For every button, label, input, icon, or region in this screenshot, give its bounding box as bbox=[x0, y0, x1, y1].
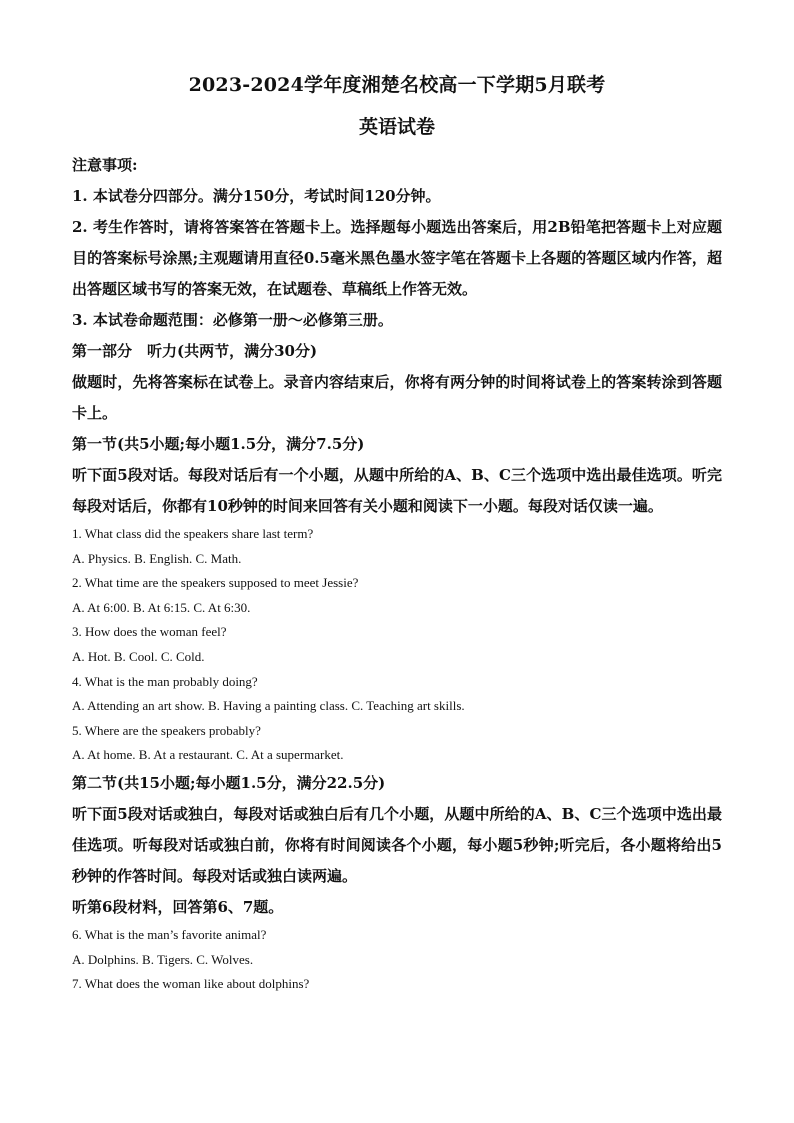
question-text: 1. What class did the speakers share last term? bbox=[72, 526, 314, 541]
question-options: A. At home. B. At a restaurant. C. At a supermarket. bbox=[72, 747, 344, 763]
question-text: 3. How does the woman feel? bbox=[72, 624, 227, 640]
question-options: A. Attending an art show. B. Having a painting class. C. Teaching art skills. bbox=[72, 698, 465, 714]
question-text: 4. What is the man probably doing? bbox=[72, 673, 258, 689]
section1-heading: 第一节(共5小题;每小题1.5分，满分7.5分) bbox=[72, 435, 365, 453]
question-text: 5. Where are the speakers probably? bbox=[72, 722, 261, 738]
question-options: A. Hot. B. Cool. C. Cold. bbox=[72, 648, 205, 664]
notes-item-3: 3. 本试卷命题范围：必修第一册～必修第三册。 bbox=[72, 311, 393, 329]
section1-questions bbox=[72, 522, 722, 768]
question-options: A. At 6:00. B. At 6:15. C. At 6:30. bbox=[72, 599, 251, 615]
question-text: 6. What is the man’s favorite animal? bbox=[72, 926, 267, 942]
question-text: 2. What time are the speakers supposed to meet Jessie? bbox=[72, 575, 359, 591]
notes-item-1: 1. 本试卷分四部分。满分150分，考试时间120分钟。 bbox=[72, 187, 441, 205]
part1-heading: 第一部分 听力(共两节，满分30分) bbox=[72, 342, 318, 360]
section2-heading: 第二节(共15小题;每小题1.5分，满分22.5分) bbox=[72, 773, 386, 792]
material-6-heading: 听第6段材料，回答第6、7题。 bbox=[72, 897, 284, 916]
question-text: 7. What does the woman like about dolphins? bbox=[72, 976, 310, 992]
section2-instruction: 听下面5段对话或独白，每段对话或独白后有几个小题，从题中所给的A、B、C三个选项中选出最佳选项。听每段对话或独白前，你将有时间阅读各个小题，每小题5秒钟;听完后，各小题将给出5秒钟的作答时间。每段对话或独白读两遍。 bbox=[72, 804, 722, 885]
notes-heading: 注意事项: bbox=[72, 156, 138, 174]
exam-title: 2023-2024学年度湘楚名校高一下学期5月联考 bbox=[188, 74, 606, 96]
part1-instruction: 做题时，先将答案标在试卷上。录音内容结束后，你将有两分钟的时间将试卷上的答案转涂到答题卡上。 bbox=[72, 373, 722, 422]
section1-instruction: 听下面5段对话。每段对话后有一个小题，从题中所给的A、B、C三个选项中选出最佳选项。听完每段对话后，你都有10秒钟的时间来回答有关小题和阅读下一小题。每段对话仅读一遍。 bbox=[72, 466, 722, 515]
exam-subtitle: 英语试卷 bbox=[358, 116, 435, 138]
section2-questions bbox=[72, 923, 722, 997]
notes-item-2: 2. 考生作答时，请将答案答在答题卡上。选择题每小题选出答案后，用2B铅笔把答题卡上对应题目的答案标号涂黑;主观题请用直径0.5毫米黑色墨水签字笔在答题卡上各题的答题区域内作答，超出答题区域书写的答案无效，在试题卷、草稿纸上作答无效。 bbox=[72, 218, 722, 298]
question-options: A. Dolphins. B. Tigers. C. Wolves. bbox=[72, 951, 254, 967]
question-options: A. Physics. B. English. C. Math. bbox=[72, 550, 242, 566]
